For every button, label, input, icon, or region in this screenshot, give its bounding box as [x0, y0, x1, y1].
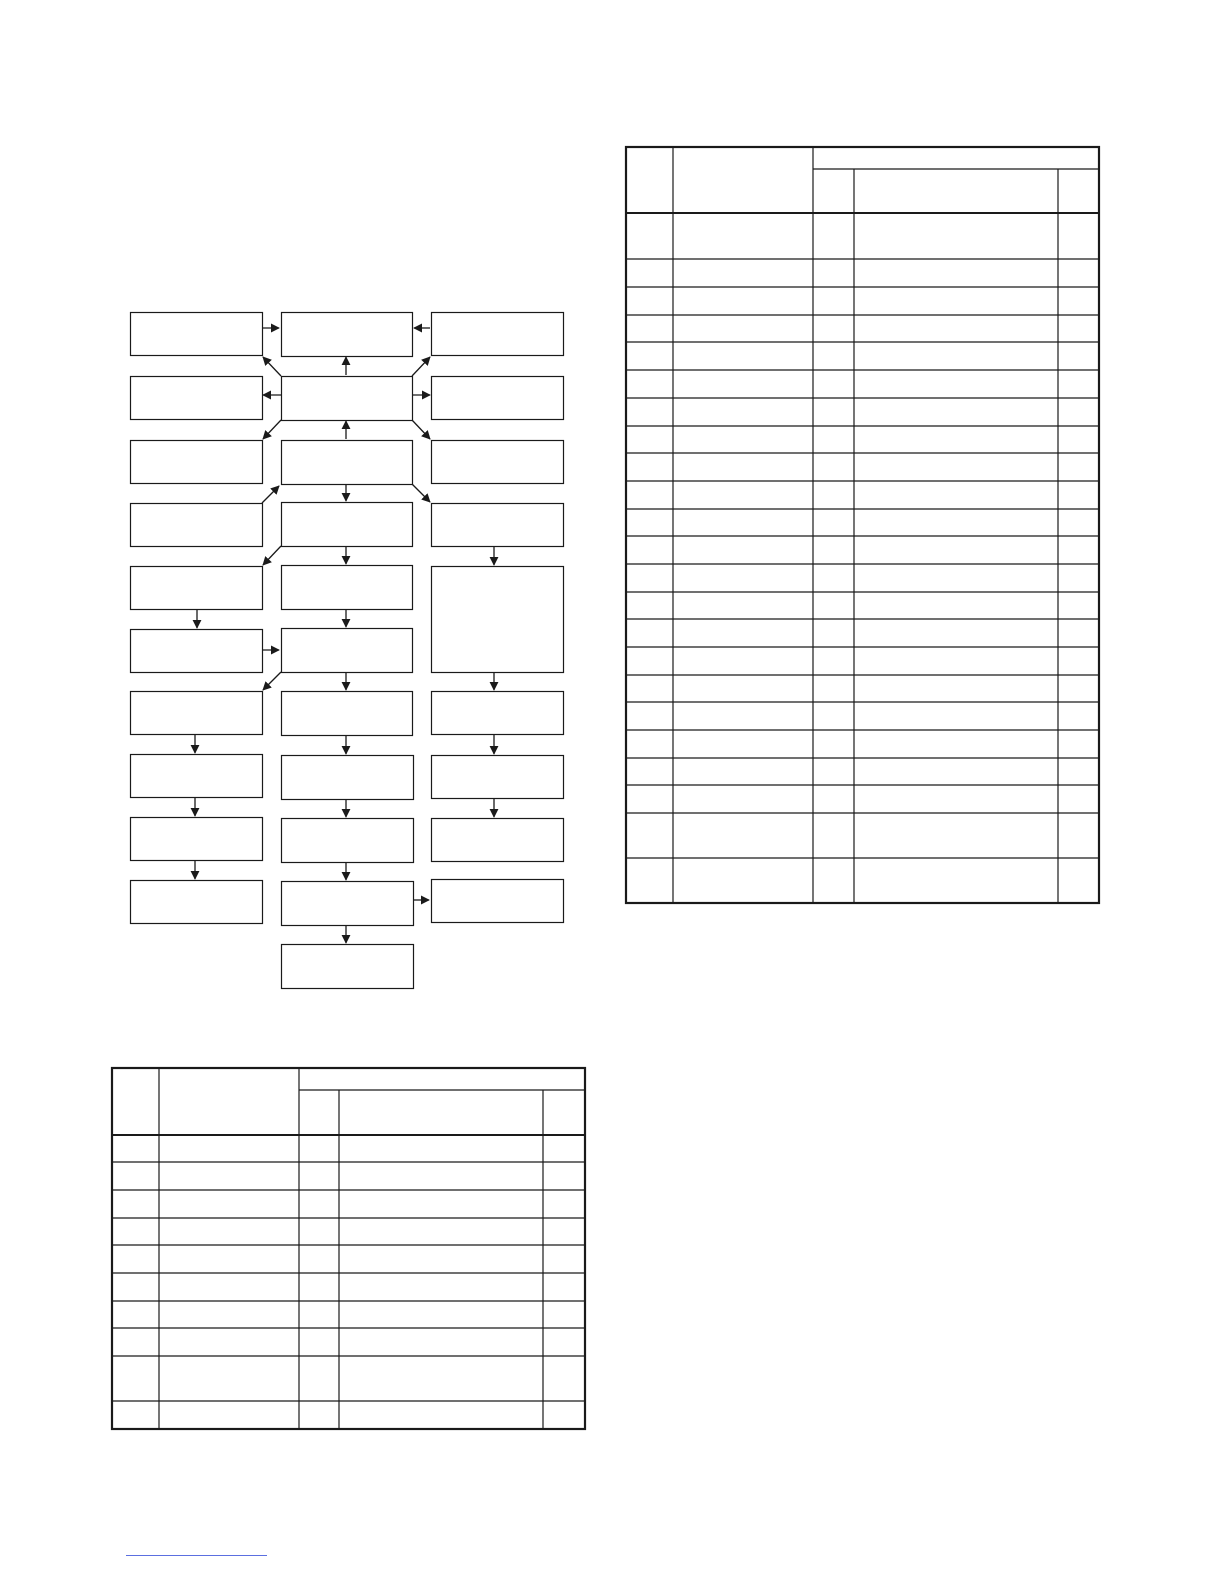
footer-link-underline[interactable] — [126, 1555, 267, 1556]
right-table-frame — [626, 147, 1099, 903]
